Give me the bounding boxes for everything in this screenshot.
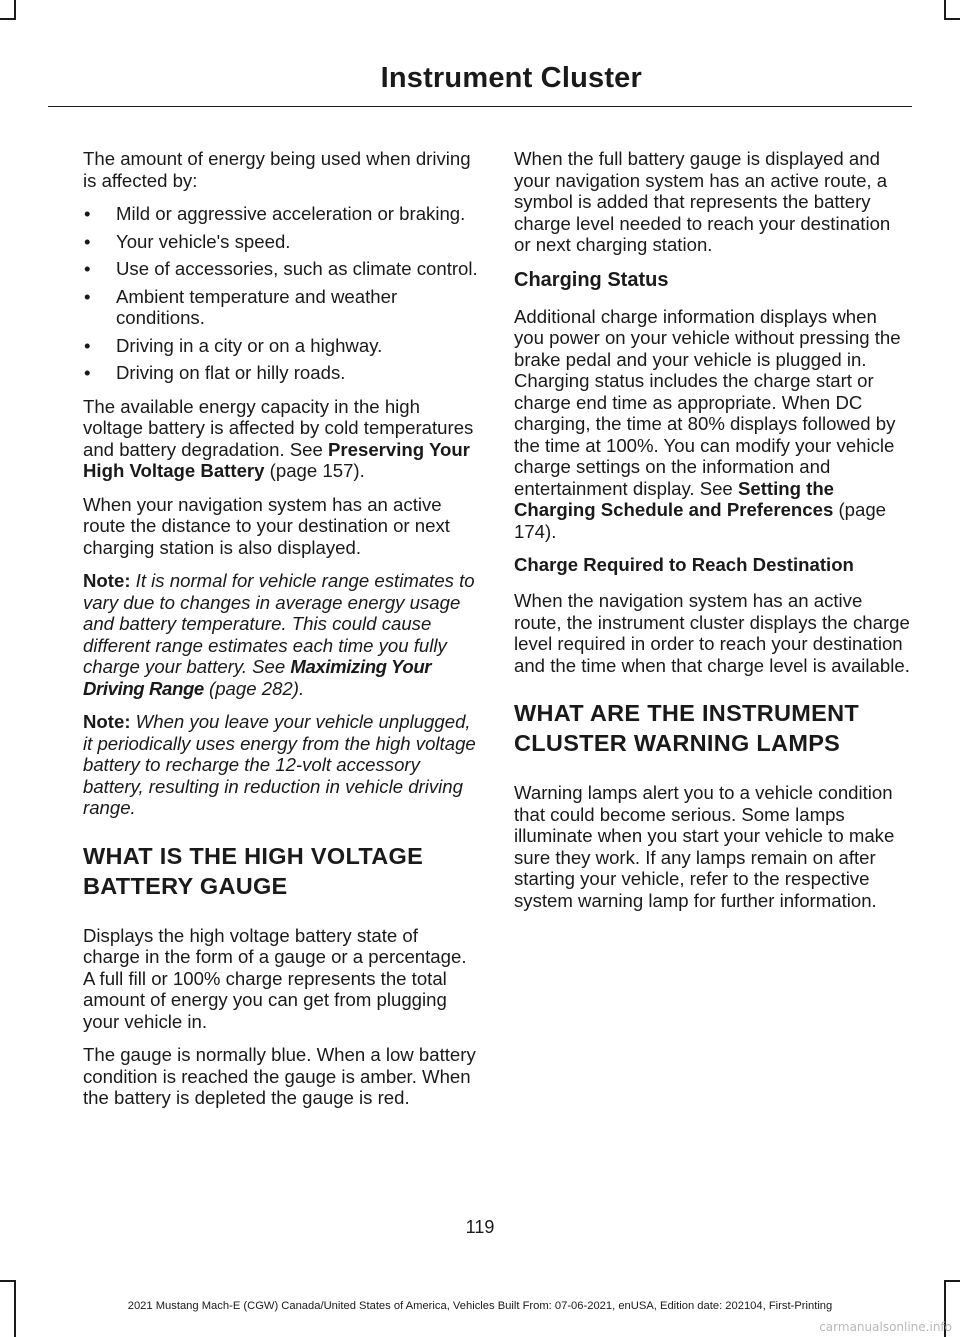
energy-factors-list — [83, 203, 479, 384]
crop-mark-top-right-horizontal — [944, 18, 960, 20]
section-heading-battery-gauge: WHAT IS THE HIGH VOLTAGE BATTERY GAUGE — [83, 842, 424, 899]
full-gauge-paragraph: When the full battery gauge is displayed and your navigation system has an active route, a symbol is added that represents the battery charge level needed to reach your destination or next charging station. — [514, 148, 891, 255]
cross-reference-link[interactable]: Maximizing Your Driving Range — [83, 656, 432, 699]
header-divider — [48, 106, 912, 107]
crop-mark-bottom-right-horizontal — [944, 1280, 960, 1282]
list-item: • Mild or aggressive acceleration or braking. — [83, 203, 479, 225]
cross-reference-link[interactable]: Setting the Charging Schedule and Preferences — [514, 477, 835, 520]
cross-reference-link[interactable]: Preserving Your High Voltage Battery — [83, 438, 470, 481]
right-column — [514, 148, 910, 923]
list-item: • Your vehicle's speed. — [83, 231, 479, 253]
capacity-paragraph: The available energy capacity in the high voltage battery is affected by cold temperatures and battery degradation. See Preserving Your High Voltage Battery (page 157). — [83, 395, 474, 481]
site-watermark: carmanualsonline.info — [819, 1320, 952, 1334]
crop-mark-top-left-horizontal — [0, 18, 16, 20]
note-range-estimates: Note: It is normal for vehicle range estimates to vary due to changes in average energy usage and battery temperature. This could cause different range estimates each time you fully charge your battery. See Maximizing Your Driving Range (page 282). — [83, 570, 475, 699]
edition-footer: 2021 Mustang Mach-E (CGW) Canada/United States of America, Vehicles Built From: 07-06-2021, enUSA, Edition date: 202104, First-Printing — [127, 1300, 833, 1312]
subheading-charge-required: Charge Required to Reach Destination — [514, 554, 854, 575]
page-header-title: Instrument Cluster — [380, 62, 642, 94]
warning-lamps-paragraph: Warning lamps alert you to a vehicle condition that could become serious. Some lamps illuminate when you start your vehicle to make sure they work. If any lamps remain on after starting your vehicle, refer to the respective system warning lamp for further information. — [514, 782, 895, 911]
list-item: • Driving in a city or on a highway. — [83, 335, 479, 357]
energy-usage-intro: The amount of energy being used when driving is affected by: — [83, 148, 471, 191]
list-item: • Use of accessories, such as climate control. — [83, 258, 479, 280]
crop-mark-bottom-left-horizontal — [0, 1280, 16, 1282]
note-unplugged: Note: When you leave your vehicle unplugged, it periodically uses energy from the high voltage battery to recharge the 12-volt accessory battery, resulting in reduction in vehicle driving range. — [83, 711, 476, 818]
charging-status-paragraph: Additional charge information displays when you power on your vehicle without pressing the brake pedal and your vehicle is plugged in. Charging status includes the charge start or charge end time as appropriate. When DC charging, the time at 80% displays followed by the time at 100%. You can modify your vehicle charge settings on the information and entertainment display. See Setting the Charging Schedule and Preferences (page 174). — [514, 305, 901, 542]
list-item: • Driving on flat or hilly roads. — [83, 362, 479, 384]
left-column — [83, 148, 479, 1121]
section-heading-warning-lamps: WHAT ARE THE INSTRUMENT CLUSTER WARNING LAMPS — [514, 700, 860, 756]
crop-mark-top-right-vertical — [944, 0, 946, 20]
gauge-colors: The gauge is normally blue. When a low battery condition is reached the gauge is amber. When the battery is depleted the gauge is red. — [83, 1044, 476, 1108]
nav-route-paragraph: When your navigation system has an active route the distance to your destination or next charging station is also displayed. — [83, 493, 450, 558]
crop-mark-top-left-vertical — [14, 0, 16, 20]
charge-required-paragraph: When the navigation system has an active route, the instrument cluster displays the charge level required in order to reach your destination and the time when that charge level is available. — [514, 590, 910, 676]
page-number: 119 — [465, 1217, 495, 1237]
gauge-description: Displays the high voltage battery state of charge in the form of a gauge or a percentage. A full fill or 100% charge represents the total amount of energy you can get from plugging your vehicle in. — [83, 924, 467, 1032]
list-item: • Ambient temperature and weather conditions. — [83, 286, 479, 329]
subheading-charging-status: Charging Status — [514, 268, 669, 291]
